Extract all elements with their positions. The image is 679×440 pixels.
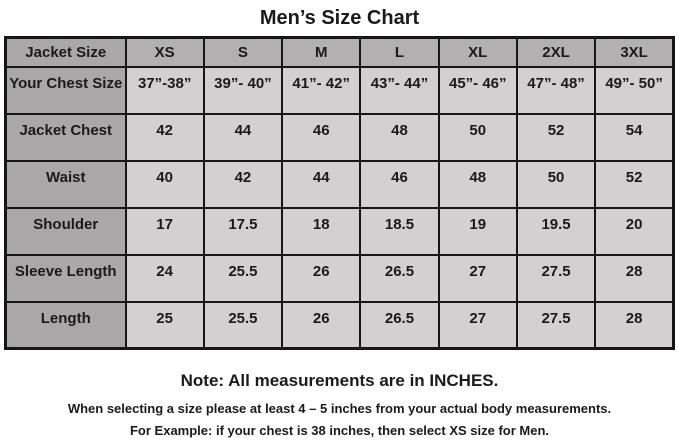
row-label: Sleeve Length	[6, 255, 126, 302]
measurement-cell: 28	[595, 255, 673, 302]
measurement-cell: 18.5	[360, 208, 438, 255]
table-body	[6, 67, 674, 349]
note-line-1: When selecting a size please at least 4 – 5 inches from your actual body measurements.	[67, 401, 612, 416]
measurement-cell: 52	[517, 114, 595, 161]
measurement-cell: 49”- 50”	[595, 67, 673, 114]
measurement-cell: 27	[439, 302, 517, 349]
measurement-cell: 28	[595, 302, 673, 349]
measurement-cell: 25	[126, 302, 204, 349]
measurement-cell: 20	[595, 208, 673, 255]
measurement-cell: 45”- 46”	[439, 67, 517, 114]
measurement-cell: 27	[439, 255, 517, 302]
measurement-cell: 44	[282, 161, 360, 208]
measurement-cell: 24	[126, 255, 204, 302]
header-size-m: M	[282, 38, 360, 67]
notes-section	[0, 371, 679, 438]
header-row	[6, 38, 674, 67]
row-label: Waist	[6, 161, 126, 208]
measurement-cell: 25.5	[204, 255, 282, 302]
measurement-cell: 26	[282, 255, 360, 302]
measurement-cell: 17	[126, 208, 204, 255]
measurement-cell: 41”- 42”	[282, 67, 360, 114]
header-size-2xl: 2XL	[517, 38, 595, 67]
note-line-2: For Example: if your chest is 38 inches, then select XS size for Men.	[129, 423, 550, 438]
row-label: Shoulder	[6, 208, 126, 255]
measurement-cell: 50	[439, 114, 517, 161]
measurement-cell: 44	[204, 114, 282, 161]
table-row	[6, 161, 674, 208]
table-row	[6, 67, 674, 114]
note-heading: Note: All measurements are in INCHES.	[180, 371, 499, 390]
measurement-cell: 42	[204, 161, 282, 208]
measurement-cell: 39”- 40”	[204, 67, 282, 114]
measurement-cell: 40	[126, 161, 204, 208]
table-row	[6, 208, 674, 255]
measurement-cell: 19	[439, 208, 517, 255]
measurement-cell: 19.5	[517, 208, 595, 255]
measurement-cell: 42	[126, 114, 204, 161]
measurement-cell: 54	[595, 114, 673, 161]
measurement-cell: 43”- 44”	[360, 67, 438, 114]
header-size-s: S	[204, 38, 282, 67]
measurement-cell: 50	[517, 161, 595, 208]
measurement-cell: 26.5	[360, 302, 438, 349]
row-label: Length	[6, 302, 126, 349]
table-row	[6, 302, 674, 349]
measurement-cell: 48	[439, 161, 517, 208]
header-jacket-size: Jacket Size	[6, 38, 126, 67]
header-size-xs: XS	[126, 38, 204, 67]
row-label: Your Chest Size	[6, 67, 126, 114]
measurement-cell: 26.5	[360, 255, 438, 302]
measurement-cell: 27.5	[517, 255, 595, 302]
header-size-3xl: 3XL	[595, 38, 673, 67]
page-title: Men’s Size Chart	[259, 7, 420, 29]
measurement-cell: 52	[595, 161, 673, 208]
measurement-cell: 25.5	[204, 302, 282, 349]
measurement-cell: 46	[360, 161, 438, 208]
measurement-cell: 48	[360, 114, 438, 161]
measurement-cell: 27.5	[517, 302, 595, 349]
header-size-l: L	[360, 38, 438, 67]
measurement-cell: 47”- 48”	[517, 67, 595, 114]
table-row	[6, 114, 674, 161]
measurement-cell: 26	[282, 302, 360, 349]
row-label: Jacket Chest	[6, 114, 126, 161]
table-header	[6, 38, 674, 67]
measurement-cell: 18	[282, 208, 360, 255]
header-size-xl: XL	[439, 38, 517, 67]
measurement-cell: 46	[282, 114, 360, 161]
table-row	[6, 255, 674, 302]
size-chart-table	[4, 36, 675, 350]
measurement-cell: 17.5	[204, 208, 282, 255]
measurement-cell: 37”-38”	[126, 67, 204, 114]
